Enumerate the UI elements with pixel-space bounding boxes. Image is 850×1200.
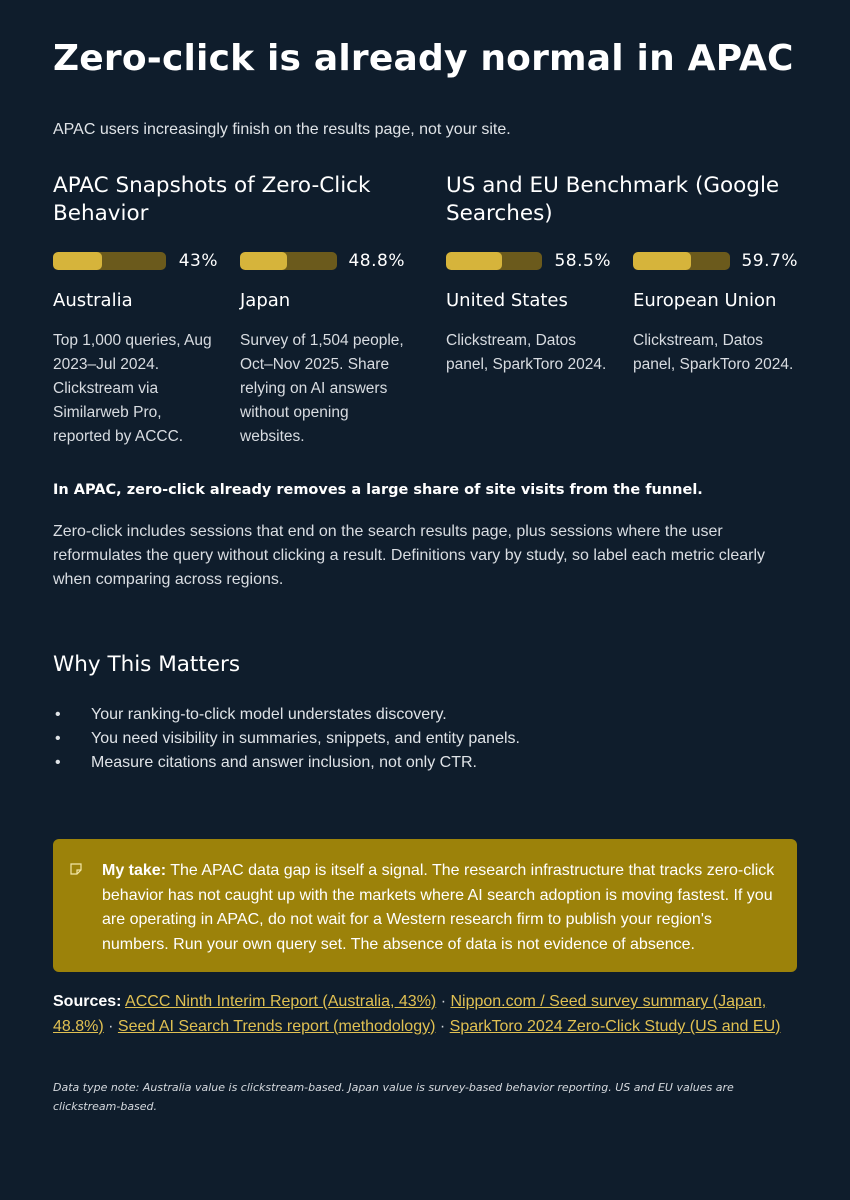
metric-description: Clickstream, Datos panel, SparkToro 2024. xyxy=(633,332,794,373)
definition-paragraph: Zero-click includes sessions that end on the search results page, plus sessions where the user reformulates the query without clicking a result. Definitions vary by study, so label each metric clearly when comparing across regions. xyxy=(53,523,766,588)
metric-value: 58.5% xyxy=(554,251,611,271)
metric-name: United States xyxy=(446,290,568,311)
metric-card-japan xyxy=(240,250,405,449)
source-link-nippon[interactable]: Nippon.com / Seed survey summary (Japan, 48.8%) xyxy=(53,993,767,1035)
note-icon xyxy=(70,863,82,875)
progress-bar xyxy=(53,252,166,270)
why-heading: Why This Matters xyxy=(53,652,241,677)
apac-group xyxy=(53,172,424,449)
my-take-callout xyxy=(53,839,797,972)
list-item: • Your ranking-to-click model understates discovery. xyxy=(53,703,520,727)
why-list xyxy=(53,703,520,775)
metric-description: Top 1,000 queries, Aug 2023–Jul 2024. Clickstream via Similarweb Pro, reported by ACCC. xyxy=(53,332,212,445)
progress-bar xyxy=(446,252,542,270)
progress-fill xyxy=(240,252,287,270)
group-title: US and EU Benchmark (Google Searches) xyxy=(446,173,780,226)
progress-fill xyxy=(633,252,691,270)
us-eu-group xyxy=(446,172,798,449)
metrics-section xyxy=(53,172,798,449)
separator: · xyxy=(435,1017,450,1035)
metric-card-united-states xyxy=(446,250,611,377)
metric-value: 59.7% xyxy=(741,251,798,271)
metric-card-european-union xyxy=(633,250,798,377)
metric-name: Japan xyxy=(240,290,291,311)
callout-text: The APAC data gap is itself a signal. The research infrastructure that tracks zero-click behavior has not caught up with the markets where AI search adoption is moving fastest. If you are operating in APAC, do not wait for a Western research firm to publish your region's numbers. Run your own query set. The absence of data is not evidence of absence. xyxy=(102,862,775,953)
group-title: APAC Snapshots of Zero-Click Behavior xyxy=(53,173,371,226)
data-type-footnote: Data type note: Australia value is clickstream-based. Japan value is survey-based behavior reporting. US and EU values are clickstream-based. xyxy=(53,1081,734,1113)
metric-description: Survey of 1,504 people, Oct–Nov 2025. Share relying on AI answers without opening websites. xyxy=(240,332,404,445)
progress-fill xyxy=(446,252,502,270)
progress-bar xyxy=(240,252,337,270)
metric-card-australia xyxy=(53,250,218,449)
callout-label: My take: xyxy=(102,862,167,879)
sources-label: Sources: xyxy=(53,993,122,1010)
source-link-sparktoro[interactable]: SparkToro 2024 Zero-Click Study (US and EU) xyxy=(449,1017,781,1035)
metric-description: Clickstream, Datos panel, SparkToro 2024. xyxy=(446,332,607,373)
page-title: Zero-click is already normal in APAC xyxy=(53,38,794,79)
source-link-seed[interactable]: Seed AI Search Trends report (methodology) xyxy=(117,1017,436,1035)
page-subtitle: APAC users increasingly finish on the results page, not your site. xyxy=(53,121,511,138)
metric-name: Australia xyxy=(53,290,133,311)
metric-value: 48.8% xyxy=(348,251,405,271)
source-link-accc[interactable]: ACCC Ninth Interim Report (Australia, 43%) xyxy=(125,993,437,1010)
sources xyxy=(53,990,798,1039)
metric-name: European Union xyxy=(633,290,777,311)
progress-fill xyxy=(53,252,102,270)
list-item: • You need visibility in summaries, snippets, and entity panels. xyxy=(53,727,520,751)
metric-value: 43% xyxy=(178,251,218,271)
separator: · xyxy=(436,993,451,1010)
key-point: In APAC, zero-click already removes a large share of site visits from the funnel. xyxy=(53,482,703,498)
separator: · xyxy=(103,1017,118,1035)
progress-bar xyxy=(633,252,730,270)
list-item: • Measure citations and answer inclusion, not only CTR. xyxy=(53,751,520,775)
